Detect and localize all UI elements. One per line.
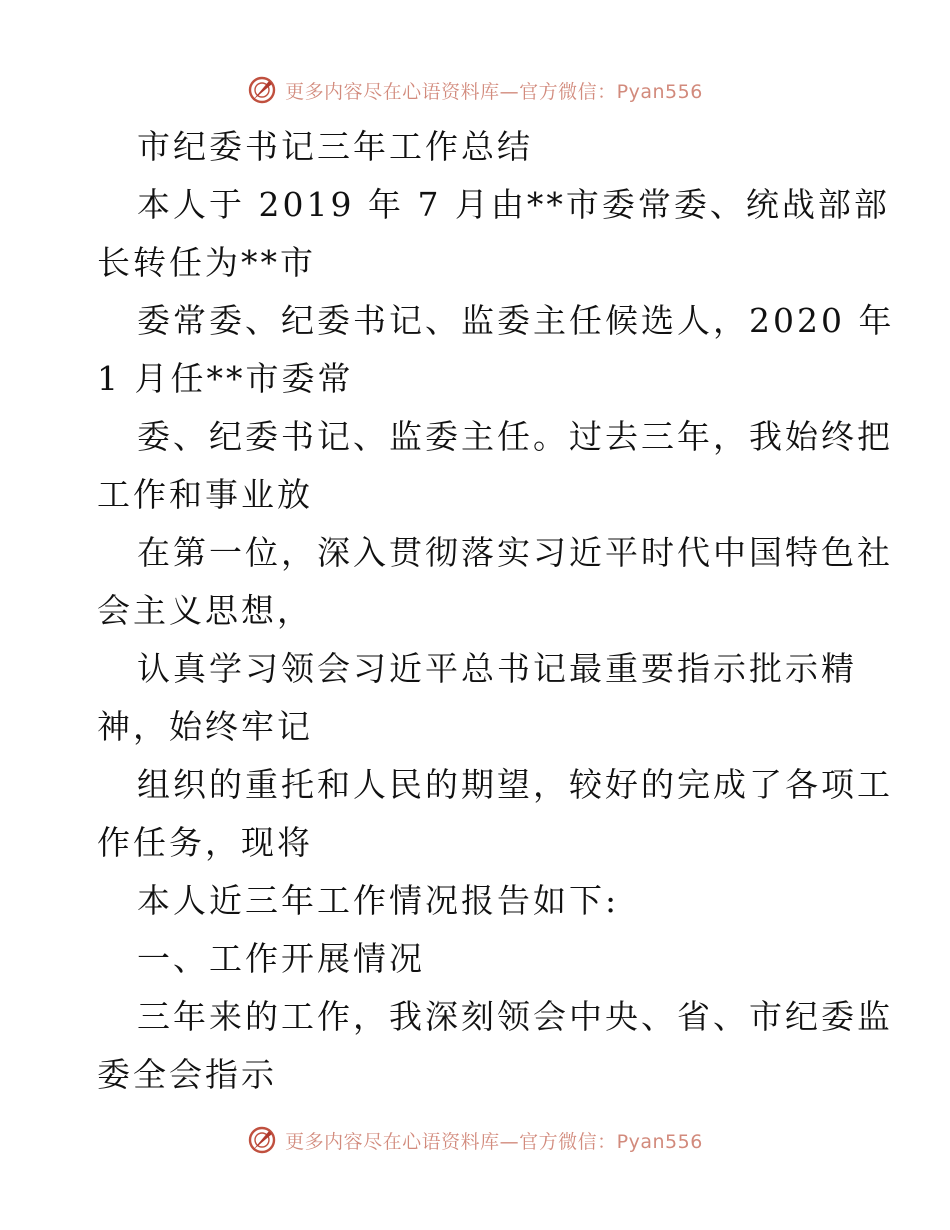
text-line: 委、纪委书记、监委主任。过去三年，我始终把 — [137, 417, 893, 456]
text-line: 委常委、纪委书记、监委主任候选人，2020 年 — [137, 301, 895, 340]
text-line: 在第一位，深入贯彻落实习近平时代中国特色社 — [137, 533, 893, 572]
quill-seal-icon — [247, 75, 277, 105]
text-line: 委全会指示 — [97, 1055, 277, 1094]
text-line: 神，始终牢记 — [97, 707, 313, 746]
watermark-footer — [0, 1122, 950, 1158]
text-line: 会主义思想， — [97, 591, 313, 630]
text-line: 认真学习领会习近平总书记最重要指示批示精 — [137, 649, 857, 688]
text-line: 三年来的工作，我深刻领会中央、省、市纪委监 — [137, 997, 893, 1036]
watermark-text: 更多内容尽在心语资料库—官方微信：Pyan556 — [285, 1130, 703, 1153]
text-line: 长转任为**市 — [97, 243, 316, 282]
watermark-text: 更多内容尽在心语资料库—官方微信：Pyan556 — [285, 80, 703, 103]
text-line: 作任务，现将 — [97, 823, 313, 862]
quill-seal-icon — [247, 1125, 277, 1155]
document-body — [97, 118, 895, 1104]
text-line: 市纪委书记三年工作总结 — [137, 127, 533, 166]
text-line: 本人近三年工作情况报告如下: — [137, 881, 620, 920]
text-line: 组织的重托和人民的期望，较好的完成了各项工 — [137, 765, 893, 804]
text-line: 1 月任**市委常 — [97, 359, 354, 398]
text-line: 一、工作开展情况 — [137, 939, 425, 978]
text-line: 工作和事业放 — [97, 475, 313, 514]
watermark-header — [0, 72, 950, 108]
text-line: 本人于 2019 年 7 月由**市委常委、统战部部 — [137, 185, 890, 224]
